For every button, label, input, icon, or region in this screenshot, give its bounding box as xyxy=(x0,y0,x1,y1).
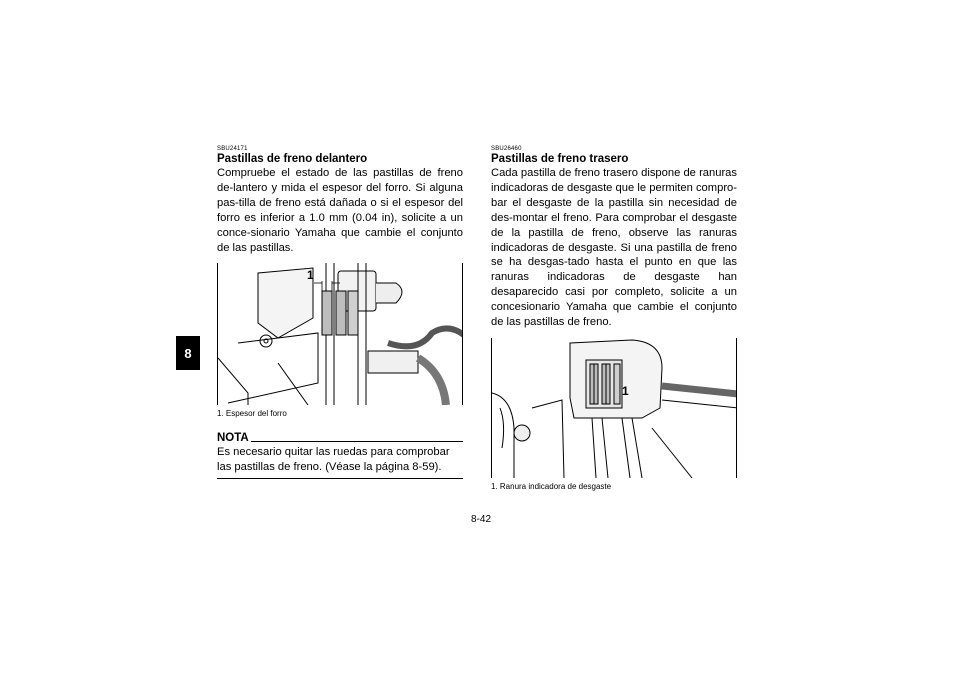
chapter-tab: 8 xyxy=(176,336,200,370)
nota-text: Es necesario quitar las ruedas para comprobar las pastillas de freno. (Véase la página 8-59). xyxy=(217,445,463,479)
nota-rule xyxy=(251,441,463,442)
figure-callout: 1 xyxy=(307,268,314,283)
figure-caption: 1. Espesor del forro xyxy=(217,409,287,419)
section-code: SBU24171 xyxy=(217,146,248,152)
section-code: SBU26460 xyxy=(491,146,522,152)
nota-box xyxy=(217,432,463,479)
front-brake-drawing xyxy=(218,263,463,405)
section-front-brake-pads xyxy=(217,146,463,479)
figure-callout: 1 xyxy=(622,383,629,398)
page-number: 8-42 xyxy=(471,514,492,525)
section-rear-brake-pads xyxy=(491,146,737,491)
figure-caption: 1. Ranura indicadora de desgaste xyxy=(491,481,612,491)
rear-brake-drawing xyxy=(492,338,737,478)
section-heading: Pastillas de freno delantero xyxy=(217,153,368,165)
nota-label: NOTA xyxy=(217,432,249,445)
section-body: Compruebe el estado de las pastillas de freno de-lantero y mida el espesor del forro. Si alguna pas-tilla de freno está dañada o si el espesor del forro es inferior a 1.0 mm (0.04 in), solicite a un conce-sionario Yamaha que cambie el conjunto de las pastillas. xyxy=(217,167,463,254)
front-brake-illustration xyxy=(217,263,463,405)
section-heading: Pastillas de freno trasero xyxy=(491,153,629,165)
rear-brake-illustration xyxy=(491,338,737,478)
section-body: Cada pastilla de freno trasero dispone de ranuras indicadoras de desgaste que le permiten compro-bar el desgaste de la pastilla sin necesidad de des-montar el freno. Para comprobar el desgaste de la pastilla de freno, observe las ranuras indicadoras de desgaste. Si una pastilla de freno se ha desgas-tado hasta el punto en que las ranuras indicadoras de desgaste han desaparecido casi por completo, solicite a un concesionario Yamaha que cambie el conjunto de las pastillas de freno. xyxy=(491,167,737,329)
